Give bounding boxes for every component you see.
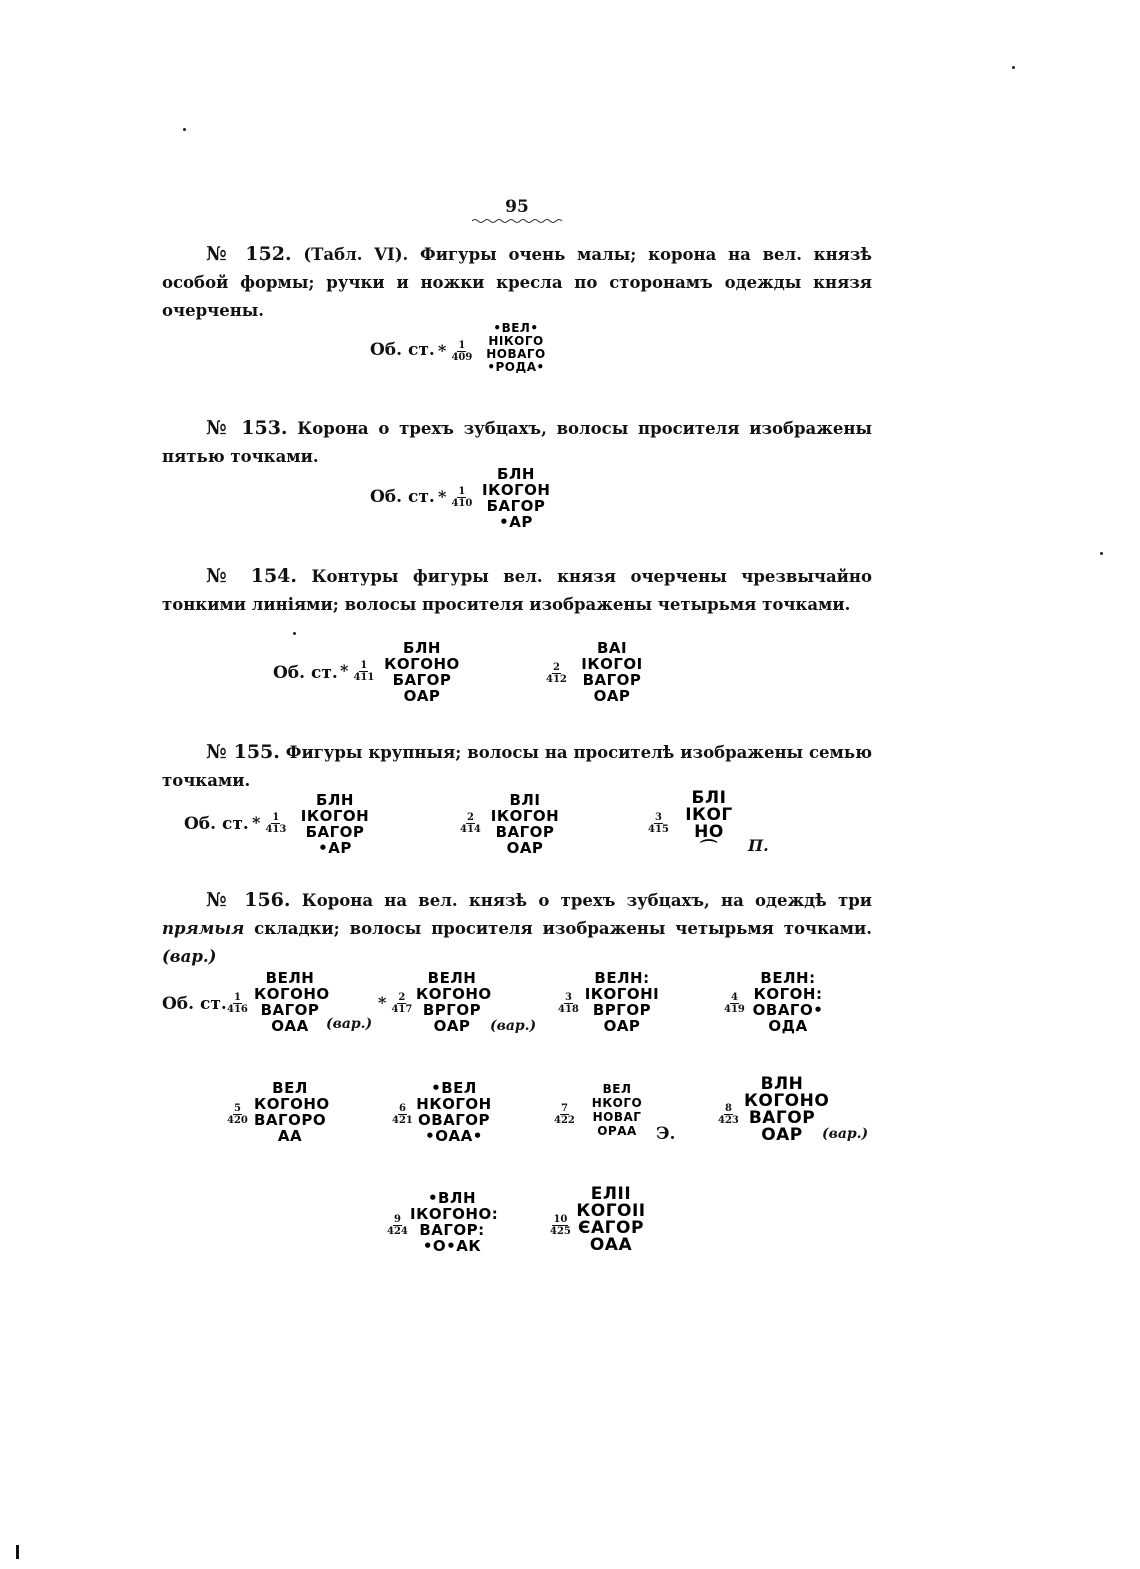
- entry-152-text: № 152. (Табл. VI). Фигуры очень малы; корона на вел. князѣ особой формы; ручки и ножки кресла по сторонамъ одежды князя очерчены.: [162, 243, 872, 320]
- catalog-fraction: $\frac{3}{415}$: [648, 812, 669, 835]
- catalog-fraction: $\frac{5}{420}$: [227, 1103, 248, 1126]
- coin-legend: ВЛН КОГОНО ВАГОР ОАР: [744, 1074, 830, 1145]
- catalog-fraction: $\frac{1}{416}$: [227, 992, 248, 1015]
- coin-ref: [227, 1103, 248, 1126]
- coin-ref: [460, 812, 481, 835]
- obverse-label: Об. ст.: [370, 340, 435, 360]
- entry-number: № 156.: [206, 889, 291, 911]
- catalog-fraction: $\frac{2}{412}$: [546, 662, 567, 685]
- coin-ref: [724, 992, 745, 1015]
- coin-legend: ВЕЛ КОГОНО ВАГОРО АА: [254, 1079, 330, 1145]
- catalog-fraction: $\frac{3}{418}$: [558, 992, 579, 1015]
- variant-note: (вар.): [490, 1018, 537, 1034]
- obverse-label: Об. ст.: [370, 487, 435, 507]
- coin-legend: БЛН ІКОГОН БАГОР •АР: [482, 465, 551, 531]
- catalog-fraction: $\frac{2}{414}$: [460, 812, 481, 835]
- catalog-fraction: $\frac{8}{423}$: [718, 1103, 739, 1126]
- coin-ref: [227, 992, 248, 1015]
- coin-ref: [554, 1103, 575, 1126]
- speck: [183, 128, 186, 131]
- variant-note: (вар.): [822, 1126, 869, 1142]
- entry-155-text: № 155. Фигуры крупныя; волосы на просителѣ изображены семью точками.: [162, 741, 872, 790]
- entry-number: № 153.: [206, 417, 288, 439]
- entry-number: № 155.: [206, 741, 280, 763]
- catalog-fraction: $\frac{7}{422}$: [554, 1103, 575, 1126]
- coin-ref: [550, 1214, 571, 1237]
- coin-legend: БЛН КОГОНО БАГОР ОАР: [384, 639, 460, 705]
- coin-legend: ВЛІ ІКОГОН ВАГОР ОАР: [490, 791, 560, 857]
- variant-mark: П.: [748, 836, 769, 855]
- variant-note: Э.: [656, 1124, 676, 1144]
- coin-ref: [648, 812, 669, 835]
- coin-legend: ВЕЛН КОГОНО ВАГОР ОАА: [254, 969, 330, 1035]
- catalog-fraction: $\frac{1}{413}$: [265, 812, 287, 835]
- coin-ref: [392, 1103, 413, 1126]
- obverse-label: Об. ст.: [162, 994, 227, 1014]
- page-number-ornament: [472, 218, 562, 224]
- coin-legend: ЕЛІІ КОГОІІ ЄАГОР ОАА: [576, 1184, 646, 1255]
- catalog-fraction: $\frac{9}{424}$: [387, 1214, 408, 1237]
- speck: [293, 632, 296, 635]
- obverse-label: Об. ст.: [273, 663, 338, 683]
- coin-ref: [718, 1103, 739, 1126]
- entry-number: № 152.: [206, 243, 292, 265]
- coin-ref: * $\frac{1}{409}$: [438, 340, 473, 363]
- coin-ref: [387, 1214, 408, 1237]
- coin-legend: ВЕЛН: КОГОН: ОВАГО• ОДА: [752, 969, 824, 1035]
- coin-ref: * $\frac{1}{413}$: [252, 812, 287, 835]
- coin-legend: •ВЕЛ НКОГОН ОВАГОР •ОАА•: [416, 1079, 492, 1145]
- coin-legend: ВАІ ІКОГОІ ВАГОР ОАР: [581, 639, 643, 705]
- coin-legend: ВЕЛ НКОГО НОВАГ ОРАА: [591, 1082, 643, 1138]
- coin-ref: [546, 662, 567, 685]
- variant-note: (вар.): [326, 1016, 373, 1032]
- catalog-fraction: $\frac{1}{411}$: [353, 660, 375, 683]
- entry-154-text: № 154. Контуры фигуры вел. князя очерчены чрезвычайно тонкими линіями; волосы просителя изображены четырьмя точками.: [162, 565, 872, 614]
- coin-legend: БЛІ ІКОГ НО ⌒: [685, 788, 733, 859]
- catalog-fraction: $\frac{6}{421}$: [392, 1103, 413, 1126]
- page-number: 95: [505, 197, 529, 217]
- catalog-fraction: $\frac{1}{410}$: [451, 486, 473, 509]
- catalog-fraction: $\frac{2}{417}$: [391, 992, 413, 1015]
- coin-legend: БЛН ІКОГОН БАГОР •АР: [300, 791, 370, 857]
- entry-153-text: № 153. Корона о трехъ зубцахъ, волосы просителя изображены пятью точками.: [162, 417, 872, 466]
- coin-ref: * $\frac{1}{410}$: [438, 486, 473, 509]
- speck: [1012, 66, 1015, 69]
- entry-156-text: № 156. Корона на вел. князѣ о трехъ зубцахъ, на одеждѣ три прямыя складки; волосы просителя изображены четырьмя точками. (вар.): [162, 889, 872, 966]
- coin-legend: •ВЕЛ• НІКОГО НОВАГО •РОДА•: [486, 321, 546, 374]
- coin-legend: •ВЛН ІКОГОНО: ВАГОР: •О•АК: [410, 1189, 499, 1255]
- entry-number: № 154.: [206, 565, 298, 587]
- speck: [1100, 552, 1103, 555]
- coin-ref: * $\frac{1}{411}$: [340, 660, 375, 683]
- coin-legend: ВЕЛН КОГОНО ВРГОР ОАР: [416, 969, 492, 1035]
- coin-ref: * $\frac{2}{417}$: [378, 992, 413, 1015]
- catalog-fraction: $\frac{10}{425}$: [550, 1214, 571, 1237]
- catalog-fraction: $\frac{1}{409}$: [451, 340, 473, 363]
- catalog-fraction: $\frac{4}{419}$: [724, 992, 745, 1015]
- coin-ref: [558, 992, 579, 1015]
- margin-mark: [16, 1545, 19, 1559]
- coin-legend: ВЕЛН: ІКОГОНІ ВРГОР ОАР: [584, 969, 660, 1035]
- obverse-label: Об. ст.: [184, 814, 249, 834]
